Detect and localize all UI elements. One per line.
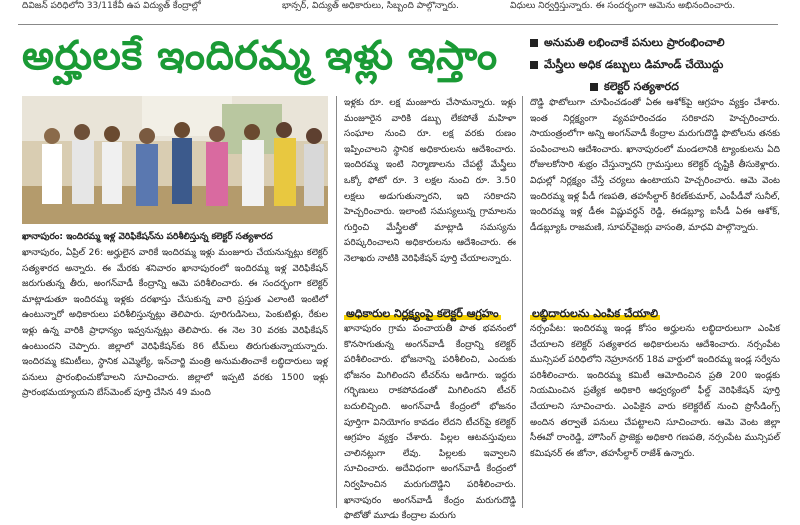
col2-top: ఇళ్లకు రూ. లక్ష మంజూరు చేసామన్నారు. ఇళ్లు మంజూరైన వారికి డబ్బు లేకపోతే మహిళా సంఘాల నుంచి రూ. లక్ష వరకు రుణం ఇప్పించాలని స్థానిక అధికారులను ఆదేశించారు. ఇందిరమ్మ ఇంటి నిర్మాణాలను చేపట్టే మేస్త్రీలు ఒక్కో ఫోటో రూ. 3 లక్షల నుంచి రూ. 3.50 లక్షలు అడుగుతున్నారని, ఇది సరికాదని హెచ్చరించారు. ఇలాంటి సమస్యలున్న గ్రామాలను గుర్తించి మేస్త్రీలతో మాట్లాడి సమస్యను పరిష్కరించాలని అధికారులను ఆదేశించారు. ఈ నెలాఖరు నాటికి వెరిఫికేషన్ పూర్తి చేయాలన్నారు. [344, 98, 516, 264]
subhead-3-text: కలెక్టర్ సత్యశారద [604, 80, 679, 93]
subheads [530, 32, 780, 98]
section1-body: ఖానాపురం గ్రామ పంచాయతీ పాత భవనంలో కొనసాగుతున్న అంగన్‌వాడీ కేంద్రాన్ని కలెక్టర్ పరిశీలించారు. భోజనాన్ని పరిశీలించి, ఎందుకు భోజనం మిగిలిందని టీచర్‌ను అడిగారు. ఇద్దరు గర్భిణులు రాకపోవడంతో మిగిలిందని టీచర్ బదులిచ్చింది. అంగన్‌వాడీ కేంద్రంలో భోజనం పూర్తిగా వినియోగం కావడం లేదని టీచర్‌పై కలెక్టర్ ఆగ్రహం వ్యక్తం చేశారు. పిల్లల ఆటవస్తువులు చాలినట్లుగా లేవు. పిల్లలకు ఇవ్వాలని సూచించారు. అదేవిధంగా అంగన్‌వాడీ కేంద్రంలో నిర్వహించిన మరుగుదొడ్డిని పరిశీలించారు. ఖానాపురం అంగన్‌వాడీ కేంద్రం మరుగుదొడ్డి ఫొటోతో మూడు కేంద్రాల మరుగు [344, 324, 516, 522]
square-bullet-icon [530, 61, 538, 69]
subhead-2 [530, 54, 780, 76]
col1-body: ఖానాపురం, ఏప్రిల్ 26: అర్హులైన వారికే ఇందిరమ్మ ఇళ్లు మంజూరు చేయనున్నట్లు కలెక్టర్ సత్యశారద అన్నారు. ఈ మేరకు శనివారం ఖానాపురంలో ఇందిరమ్మ ఇళ్ల వెరిఫికేషన్ జరుగుతున్న తీరు, అంగన్‌వాడీ కేంద్రాన్ని ఆమె పరిశీలించారు. ఈ సందర్భంగా కలెక్టర్ మాట్లాడుతూ ఇందిరమ్మ ఇళ్లకు దరఖాస్తు చేసుకున్న వారి ప్రస్తుత ఎలాంటి ఇంటిలో ఉంటున్నారో అధికారులు పరిశీలిస్తున్నట్లు తెలిపారు. పూరిగుడిసెలు, పెంకుటిళ్లు, రేకుల ఇళ్లు ఉన్న వారికి ప్రాధాన్యం ఇవ్వనున్నట్లు తెలిపారు. ఈ నెల 30 వరకు వెరిఫికేషన్ ఉంటుందని చెప్పారు. జిల్లాలో వెరిఫికేషన్‌కు 86 టీమ్‌లు తిరుగుతున్నాయన్నారు. ఇందిరమ్మ కమిటీలు, స్థానిక ఎమ్మెల్యే, ఇన్‌చార్జి మంత్రి అనుమతించాకే లబ్ధిదారులు ఇళ్ల పనులు ప్రారంభించుకోవాలని సూచించారు. జిల్లాలో ఇప్పటి వరకు 1500 ఇళ్లు ప్రారంభమయ్యాయని బేస్‌మెంట్ పూర్తి చేసిన 49 మంది [22, 248, 328, 399]
subhead-2-text: మేస్త్రీలు అధిక డబ్బులు డిమాండ్ చేయొద్దు [544, 58, 724, 71]
col-divider-2 [522, 96, 523, 508]
section2-title: లబ్ధిదారులను ఎంపిక చేయాలి [532, 307, 659, 320]
top-strip-middle: భాన్సర్, విద్యుత్ అధికారులు, సిబ్బంది పాల్గొన్నారు. [282, 1, 459, 11]
headline: అర్హులకే ఇందిరమ్మ ఇళ్లు ఇస్తాం [22, 33, 498, 79]
news-photo-illustration [22, 96, 328, 224]
section1-title-wrap [344, 302, 501, 322]
square-bullet-icon [590, 83, 598, 91]
top-strip-right: విధులు నిర్వర్తిస్తున్నారు. ఈ సందర్భంగా ఆమెను అభినందించారు. [510, 1, 736, 11]
col-divider-1 [336, 96, 337, 508]
col3-top: దొడ్డి ఫొటోలుగా చూపించడంతో ఏఈ ఆశోక్‌పై ఆగ్రహం వ్యక్తం చేశారు. ఇంత నిర్లక్ష్యంగా వ్యవహరించడం సరికాదని హెచ్చరించారు. సాయంత్రంలోగా అన్ని అంగన్‌వాడీ కేంద్రాల మరుగుదొడ్డి ఫొటోలను తనకు పంపించాలని ఆదేశించారు. ఖానాపురంలో మండలానికి ట్యాంకులను ఏది రోజులకోసారి శుభ్రం చేస్తున్నారని గ్రామస్తులు కలెక్టర్ దృష్టికి తీసుకెళ్లారు. విధుల్లో నిర్లక్ష్యం చేస్తే చర్యలు ఉంటాయని హెచ్చరించారు. ఆమె వెంట ఇందిరమ్మ ఇళ్ల పీడీ గణపతి, తహసీల్దార్ కిరణ్‌కుమార్, ఎంపీడీవో సునీల్, ఇందిరమ్మ ఇళ్ల డీఈ విష్ణువర్ధన్ రెడ్డి, ఈడబ్ల్యూ ఐసీడీ ఏఈ ఆశోక్, డీడబ్ల్యూఓ రాజమణి, సూపర్‌వైజర్లు వాసంతి, మాధవి పాల్గొన్నారు. [530, 98, 780, 233]
subhead-1-text: అనుమతి లభించాకే పనులు ప్రారంభించాలి [544, 36, 725, 49]
top-strip-left: దివిజన్ పరిధిలోని 33/11కేవీ ఉప విద్యుత్ కేంద్రాల్లో [22, 1, 201, 11]
photo-caption: ఖానాపురం: ఇందిరమ్మ ఇళ్ల వెరిఫికేషన్‌ను పరిశీలిస్తున్న కలెక్టర్ సత్యశారద [22, 232, 273, 242]
top-divider [18, 24, 778, 25]
section1-title: అధికారుల నిర్లక్ష్యంపై కలెక్టర్ ఆగ్రహం [346, 307, 499, 320]
subhead-3 [530, 76, 780, 98]
news-photo [22, 96, 328, 224]
square-bullet-icon [530, 39, 538, 47]
section2-body: నర్సంపేట: ఇందిరమ్మ ఇండ్ల కోసం అర్హులను లబ్ధిదారులుగా ఎంపిక చేయాలని కలెక్టర్ సత్యశారద అధికారులను ఆదేశించారు. నర్సంపేట మున్సిపల్ పరిధిలోని నెహ్రూనగర్ 18వ వార్డులో ఇందిరమ్మ ఇండ్ల సర్వేను పరిశీలించారు. ఇందిరమ్మ కమిటీ ఆమోదించిన ప్రతి 200 ఇండ్లకు నియమించిన ప్రత్యేక అధికారి ఆధ్వర్యంలో ఫీల్డ్ వెరిఫికేషన్ పూర్తి చేయాలని సూచించారు. ఎంపికైన వారు కలెక్టరేట్ నుంచి ప్రొసీడింగ్స్ అందిన తర్వాతే పనులు చేపట్టాలని సూచించారు. ఆమె వెంట జిల్లా సీఈవో రాంరెడ్డి, హౌసింగ్ ప్రాజెక్టు అధికారి గణపతి, నర్సంపేట మున్సిపల్ కమిషనర్ ఈ జోనా, తహసీల్దార్ రాజేశ్ ఉన్నారు. [530, 324, 780, 459]
section2-title-wrap [530, 302, 660, 322]
subhead-1 [530, 32, 780, 54]
